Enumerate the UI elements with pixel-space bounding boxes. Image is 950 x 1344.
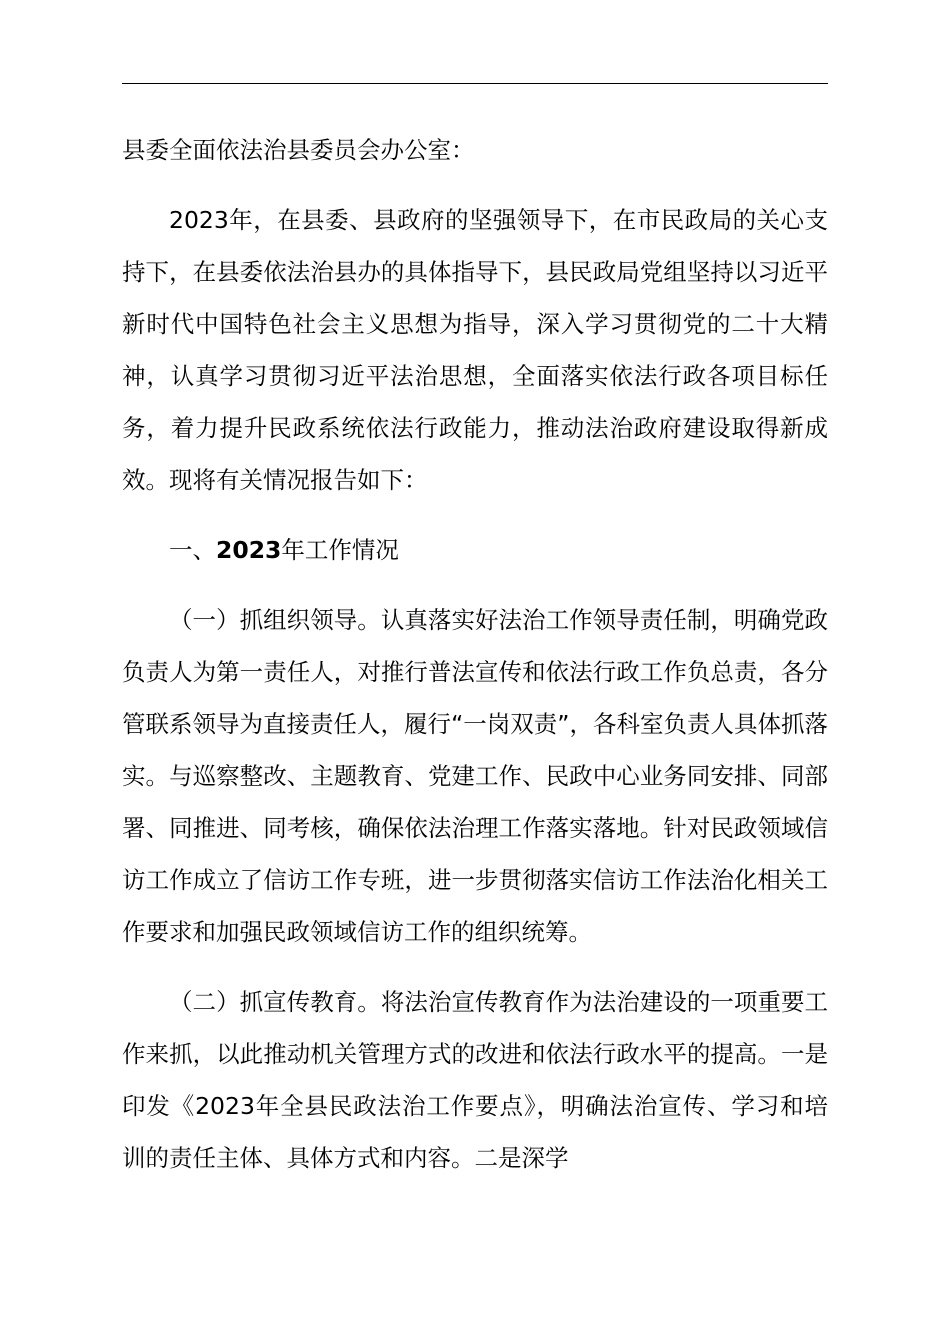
paragraph-organization: （一）抓组织领导。认真落实好法治工作领导责任制，明确党政负责人为第一责任人，对推行普法宣传和依法行政工作负总责，各分管联系领导为直接责任人，履行“一岗双责”，各科室负责人具体抓落实。与巡察整改、主题教育、党建工作、民政中心业务同安排、同部署、同推进、同考核，确保依法治理工作落实落地。针对民政领域信访工作成立了信访工作专班，进一步贯彻落实信访工作法治化相关工作要求和加强民政领域信访工作的组织统筹。	[122, 606, 828, 946]
section-heading-title: 年工作情况	[281, 536, 399, 564]
salutation: 县委全面依法治县委员会办公室：	[122, 136, 475, 164]
section-heading	[122, 524, 828, 576]
header-rule	[122, 83, 828, 84]
section-heading-year: 2023	[216, 536, 282, 564]
document-body	[122, 124, 828, 1184]
intro-paragraph: 2023年，在县委、县政府的坚强领导下，在市民政局的关心支持下，在县委依法治县办的具体指导下，县民政局党组坚持以习近平新时代中国特色社会主义思想为指导，深入学习贯彻党的二十大精神，认真学习贯彻习近平法治思想，全面落实依法行政各项目标任务，着力提升民政系统依法行政能力，推动法治政府建设取得新成效。现将有关情况报告如下：	[122, 206, 828, 494]
paragraph-education: （二）抓宣传教育。将法治宣传教育作为法治建设的一项重要工作来抓，以此推动机关管理方式的改进和依法行政水平的提高。一是印发《2023年全县民政法治工作要点》，明确法治宣传、学习和培训的责任主体、具体方式和内容。二是深学	[122, 988, 828, 1172]
section-heading-prefix: 一、	[169, 536, 216, 564]
